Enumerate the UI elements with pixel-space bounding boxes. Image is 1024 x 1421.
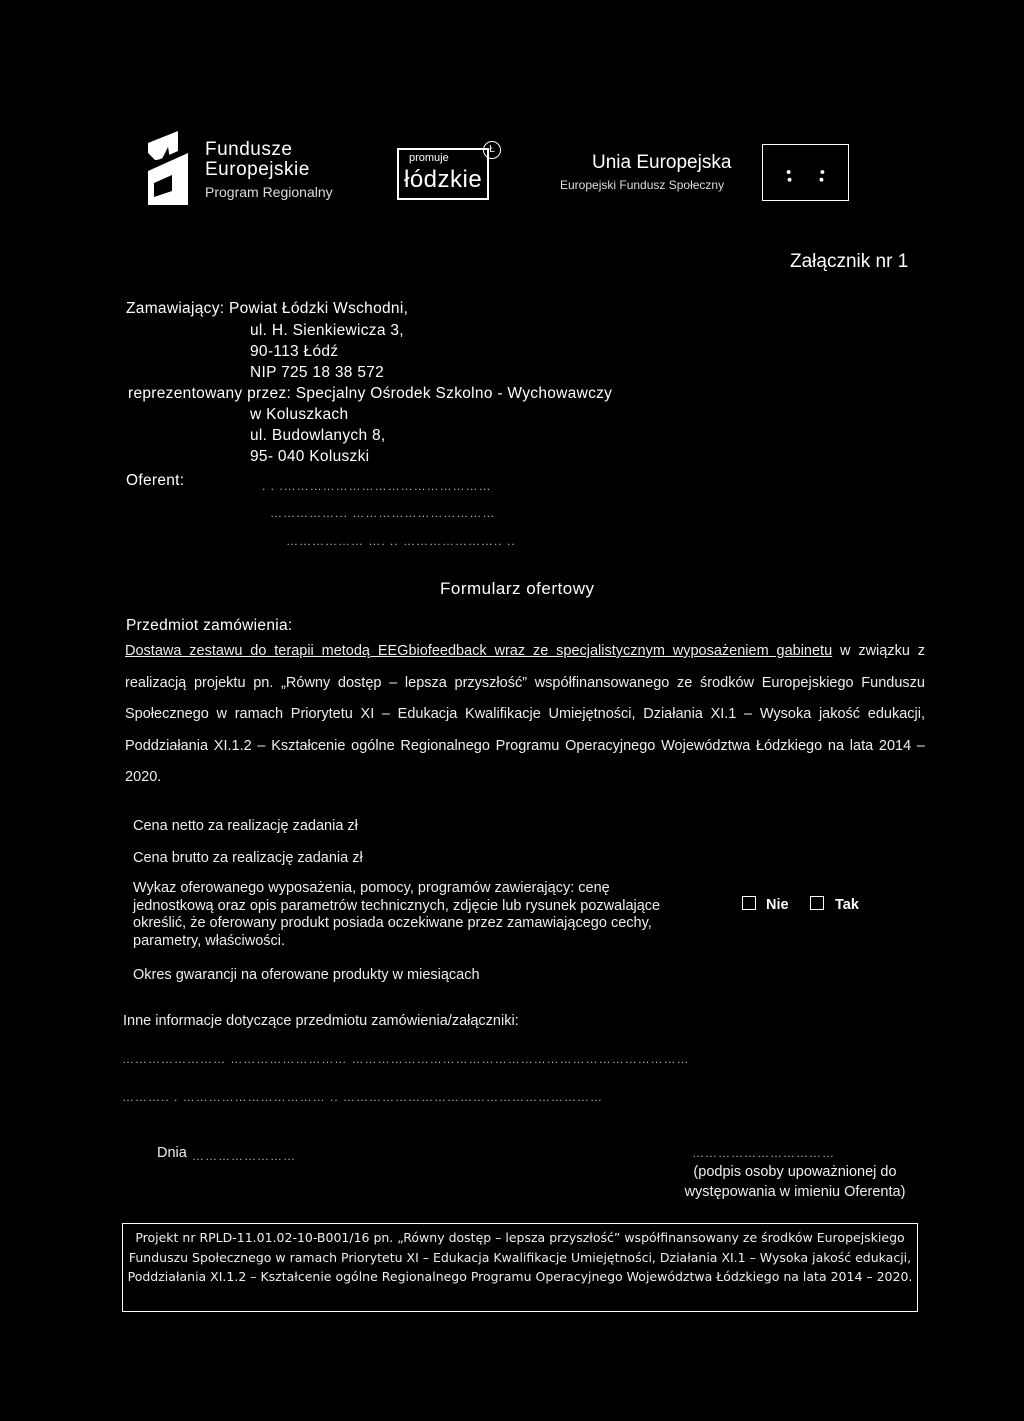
date-field[interactable]: …………………… (192, 1149, 296, 1163)
warranty-label: Okres gwarancji na oferowane produkty w miesiącach (133, 967, 480, 983)
yes-checkbox-label: Tak (835, 897, 859, 913)
buyer-rep-street: ul. Budowlanych 8, (250, 427, 386, 444)
date-label: Dnia (157, 1145, 187, 1161)
gross-price-label: Cena brutto za realizację zadania zł (133, 850, 363, 866)
fe-logo-line1: Fundusze (205, 139, 293, 160)
equipment-list-label: Wykaz oferowanego wyposażenia, pomocy, programów zawierający: cenę jednostkową oraz opis parametrów technicznych, zdjęcie lub rysunek pozwalające określić, że oferowany produkt posiada oczekiwane przez zamawiającego cechy, parametry, właściwości. (133, 880, 661, 949)
bidder-line-2[interactable]: ……………... …………………………… (270, 506, 496, 520)
subject-description (125, 636, 925, 794)
lodzkie-logo-small: promuje (409, 152, 449, 164)
no-checkbox[interactable] (742, 896, 756, 910)
no-checkbox-label: Nie (766, 897, 789, 913)
fundusze-europejskie-logo-icon (148, 131, 190, 205)
other-info-label: Inne informacje dotyczące przedmiotu zamówienia/załączniki: (123, 1013, 519, 1029)
yes-checkbox[interactable] (810, 896, 824, 910)
eu-flag-icon (762, 144, 849, 201)
buyer-street: ul. H. Sienkiewicza 3, (250, 322, 404, 339)
attachment-label: Załącznik nr 1 (790, 251, 909, 272)
eu-logo-subtitle: Europejski Fundusz Społeczny (560, 178, 725, 192)
fe-logo-line2: Europejskie (205, 159, 310, 180)
lodzkie-logo-name: łódzkie (404, 166, 483, 193)
buyer-represented-by: reprezentowany przez: Specjalny Ośrodek Szkolno - Wychowawczy (128, 385, 613, 402)
buyer-label: Zamawiający: (126, 300, 225, 317)
signature-field[interactable]: …………………………… (692, 1146, 835, 1160)
fe-logo-line3: Program Regionalny (205, 184, 333, 200)
form-title: Formularz ofertowy (440, 579, 595, 598)
eu-logo-title: Unia Europejska (592, 152, 732, 173)
subject-label: Przedmiot zamówienia: (126, 617, 293, 634)
buyer-city: 90-113 Łódź (250, 343, 339, 360)
lodzkie-logo-mark: Ł (483, 141, 501, 159)
signature-caption: (podpis osoby upoważnionej do występowania w imieniu Oferenta) (684, 1164, 906, 1200)
bidder-label: Oferent: (126, 472, 185, 489)
bidder-line-3[interactable]: ……………… …. .. ………………….. .. (286, 534, 516, 548)
buyer-rep-city: 95- 040 Koluszki (250, 448, 370, 465)
buyer-nip: NIP 725 18 38 572 (250, 364, 385, 381)
bidder-line-1[interactable]: . . .………………………………………… (262, 479, 492, 493)
buyer-represented-by-2: w Koluszkach (250, 406, 349, 423)
other-info-line-2[interactable]: ……….. . …………………………… .. …………………………………………………… (122, 1090, 604, 1104)
fundusze-europejskie-logo (205, 140, 333, 200)
subject-underlined: Dostawa zestawu do terapii metodą EEGbiofeedback wraz ze specjalistycznym wyposażeniem gabinetu (125, 643, 833, 659)
footer-project-info: Projekt nr RPLD-11.01.02-10-B001/16 pn. „Równy dostęp – lepsza przyszłość” współfinansowany ze środków Europejskiego Funduszu Społecznego w ramach Priorytetu XI – Edukacja Kwalifikacje Umiejętności, Działania XI.1 – Wysoka jakość edukacji, Poddziałania XI.1.2 – Kształcenie ogólne Regionalnego Programu Operacyjnego Województwa Łódzkiego na lata 2014 – 2020. (127, 1230, 913, 1284)
subject-rest: w związku z realizacją projektu pn. „Równy dostęp – lepsza przyszłość” współfinansowanego ze środków Europejskiego Funduszu Społecznego w ramach Priorytetu XI – Edukacja Kwalifikacje Umiejętności, Działania XI.1 – Wysoka jakość edukacji, Poddziałania XI.1.2 – Kształcenie ogólne Regionalnego Programu Operacyjnego Województwa Łódzkiego na lata 2014 – 2020. (125, 643, 925, 785)
net-price-label: Cena netto za realizację zadania zł (133, 818, 358, 834)
buyer-name: Powiat Łódzki Wschodni, (229, 300, 409, 317)
other-info-line-1[interactable]: …………………… ……………………… …………………………………………………………………… (122, 1052, 690, 1066)
